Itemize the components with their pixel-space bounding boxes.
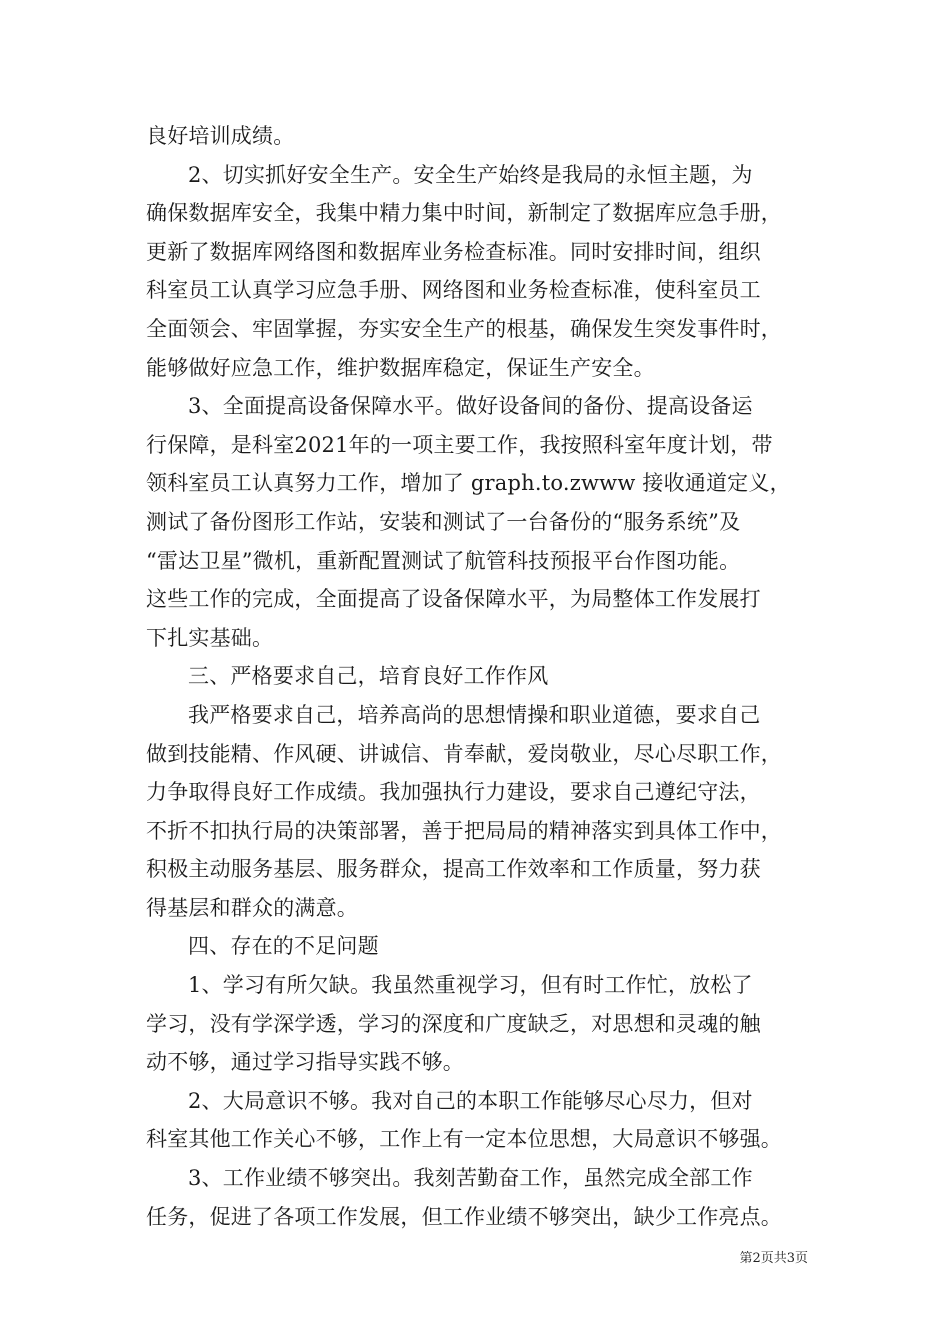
text-line: 全面领会、牢固掌握，夯实安全生产的根基，确保发生突发事件时， [146, 316, 782, 341]
text-line: 积极主动服务基层、服务群众，提高工作效率和工作质量，努力获 [146, 857, 761, 882]
text-line: 良好培训成绩。 [146, 124, 295, 148]
document-body [146, 117, 810, 1236]
text-line: 四、存在的不足问题 [188, 934, 379, 959]
text-line: 1、学习有所欠缺。我虽然重视学习，但有时工作忙，放松了 [188, 973, 753, 998]
text-line: 做到技能精、作风硬、讲诚信、肯奉献，爱岗敬业，尽心尽职工作， [146, 741, 782, 766]
text-line: 能够做好应急工作，维护数据库稳定，保证生产安全。 [146, 355, 655, 380]
text-line: 测试了备份图形工作站，安装和测试了一台备份的“服务系统”及 [146, 509, 741, 534]
text-line: 行保障，是科室2021年的一项主要工作，我按照科室年度计划，带 [146, 432, 773, 457]
text-line: 3、工作业绩不够突出。我刻苦勤奋工作，虽然完成全部工作 [188, 1166, 753, 1191]
text-line: 我严格要求自己，培养高尚的思想情操和职业道德，要求自己 [188, 702, 761, 727]
text-line: 领科室员工认真努力工作，增加了 graph.to.zwww 接收通道定义， [146, 471, 791, 496]
text-line: “雷达卫星”微机，重新配置测试了航管科技预报平台作图功能。 [146, 548, 741, 573]
text-line: 这些工作的完成，全面提高了设备保障水平，为局整体工作发展打 [146, 587, 761, 612]
text-line: 科室员工认真学习应急手册、网络图和业务检查标准，使科室员工 [146, 278, 761, 303]
text-line: 2、切实抓好安全生产。安全生产始终是我局的永恒主题，为 [188, 162, 753, 187]
text-line: 确保数据库安全，我集中精力集中时间，新制定了数据库应急手册， [146, 201, 782, 226]
text-line: 得基层和群众的满意。 [146, 895, 358, 920]
text-line: 力争取得良好工作成绩。我加强执行力建设，要求自己遵纪守法， [146, 780, 761, 805]
text-line: 学习，没有学深学透，学习的深度和广度缺乏，对思想和灵魂的触 [146, 1011, 761, 1036]
text-line: 2、大局意识不够。我对自己的本职工作能够尽心尽力，但对 [188, 1088, 753, 1113]
text-line: 科室其他工作关心不够，工作上有一定本位思想，大局意识不够强。 [146, 1127, 782, 1152]
text-line: 更新了数据库网络图和数据库业务检查标准。同时安排时间，组织 [146, 239, 761, 264]
text-line: 任务，促进了各项工作发展，但工作业绩不够突出，缺少工作亮点。 [146, 1204, 782, 1229]
text-line: 下扎实基础。 [146, 625, 274, 650]
text-line: 不折不扣执行局的决策部署，善于把局局的精神落实到具体工作中， [146, 818, 782, 843]
page-number-footer: 第2页共3页 [739, 1251, 808, 1266]
text-line: 三、严格要求自己，培育良好工作作风 [188, 664, 549, 689]
text-line: 3、全面提高设备保障水平。做好设备间的备份、提高设备运 [188, 394, 753, 419]
text-line: 动不够，通过学习指导实践不够。 [146, 1050, 464, 1075]
